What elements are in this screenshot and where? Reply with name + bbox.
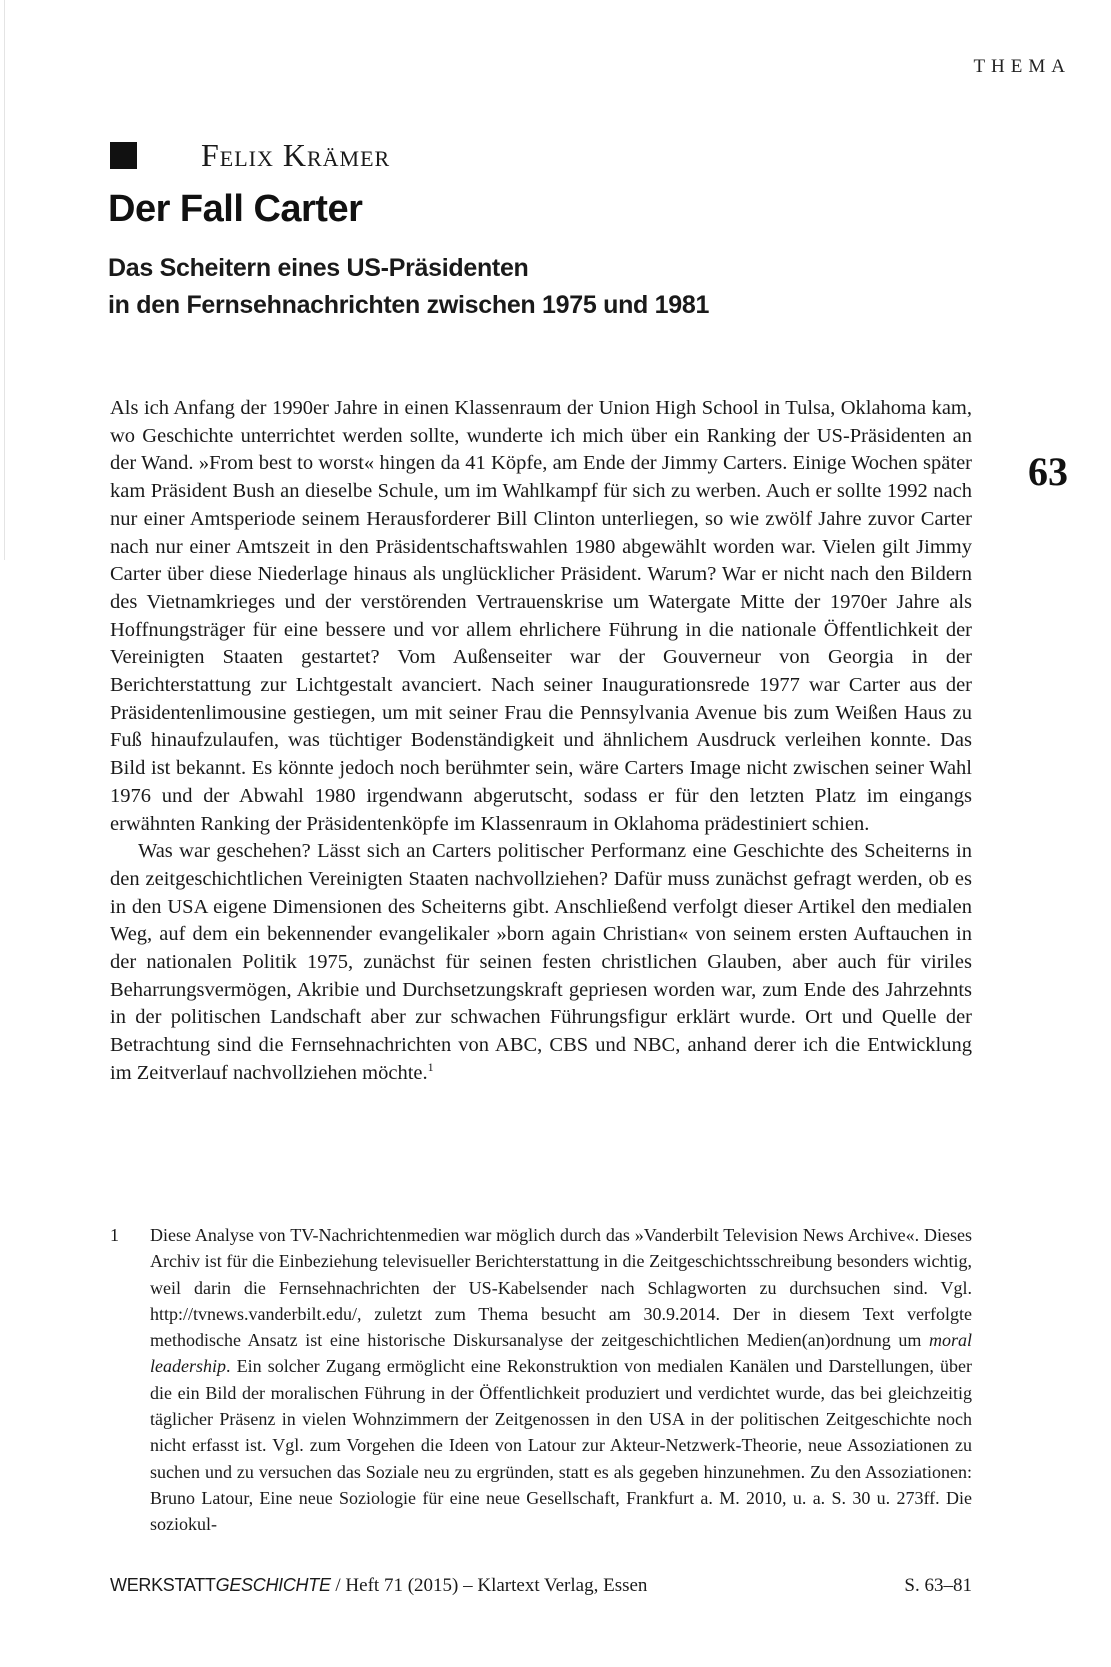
subtitle-line-1: Das Scheitern eines US-Präsidenten <box>108 254 529 282</box>
journal-citation <box>110 1575 647 1597</box>
paragraph <box>110 838 972 1087</box>
page-footer <box>110 1575 972 1597</box>
article-title: Der Fall Carter <box>108 188 363 230</box>
journal-name-part1: WERKSTATT <box>110 1575 216 1595</box>
footnote-italic-term: moral leadership <box>150 1330 972 1377</box>
section-label: THEMA <box>973 56 1071 77</box>
footnote-text-part: Diese Analyse von TV-Nachrichtenmedien war möglich durch das »Vanderbilt Television News Archive«. Dieses Archiv ist für die Einbeziehung televisueller Berichterstattung in die Zeitgeschichtsschreibung besonders wichtig, weil darin die Fernsehnachrichten der US-Kabelsender nach Schlagworten zu durchsuchen sind. Vgl. http://tvnews.vanderbilt.edu/, zuletzt zum Thema besucht am 30.9.2014. Der in diesem Text verfolgte methodische Ansatz ist eine historische Diskursanalyse der zeitgeschichtlichen Medien(an)ordnung um <box>150 1225 972 1351</box>
paragraph: Als ich Anfang der 1990er Jahre in einen Klassenraum der Union High School in Tulsa, Oklahoma kam, wo Geschichte unterrichtet werden sollte, wunderte ich mich über ein Ranking der US-Präsidenten an der Wand. »From best to worst« hingen da 41 Köpfe, am Ende der Jimmy Carters. Einige Wochen später kam Präsident Bush an dieselbe Schule, um im Wahlkampf für sich zu werben. Auch er sollte 1992 nach nur einer Amtsperiode seinem Herausforderer Bill Clinton unterliegen, so wie zwölf Jahre zuvor Carter nach nur einer Amtszeit in den Präsidentschaftswahlen 1980 abgewählt worden war. Vielen gilt Jimmy Carter über diese Niederlage hinaus als unglücklicher Präsident. Warum? War er nicht nach den Bildern des Vietnamkrieges und der verstörenden Vertrauenskrise um Watergate Mitte der 1970er Jahre als Hoffnungsträger für eine bessere und vor allem ehrlichere Führung in die nationale Öffentlichkeit der Vereinigten Staaten gestartet? Vom Außenseiter war der Gouverneur von Georgia in der Berichterstattung zur Lichtgestalt avanciert. Nach seiner Inaugurationsrede 1977 war Carter aus der Präsidentenlimousine gestiegen, um mit seiner Frau die Pennsylvania Avenue bis zum Weißen Haus zu Fuß hinaufzulaufen, was tüchtiger Bodenständigkeit und ähnlichem Ausdruck verleihen konnte. Das Bild ist bekannt. Es könnte jedoch noch berühmter sein, wäre Carters Image nicht zwischen seiner Wahl 1976 und der Abwahl 1980 irgendwann abgerutscht, sodass er für den letzten Platz im eingangs erwähnten Ranking der Präsidentenköpfe im Klassenraum in Oklahoma prädestiniert schien. <box>110 397 972 835</box>
footnote-reference[interactable]: 1 <box>427 1060 434 1075</box>
journal-name-part2: GESCHICHTE <box>215 1575 331 1595</box>
footnote-text <box>150 1222 972 1538</box>
footnote-text-part: . Ein solcher Zugang ermöglicht eine Rekonstruktion von medialen Kanälen und Darstellungen, über die ein Bild der moralischen Führung in der Öffentlichkeit produziert und verdichtet wurde, das bei gleichzeitig täglicher Präsenz in vielen Wohnzimmern der Zeitgenossen in den USA in der politischen Zeitgeschichte noch nicht erfasst ist. Vgl. zum Vorgehen die Ideen von Latour zur Akteur-Netzwerk-Theorie, neue Assoziationen zu suchen und zu versuchen das Soziale neu zu ergründen, statt es als gegeben hinzunehmen. Zu den Assoziationen: Bruno Latour, Eine neue Soziologie für eine neue Gesellschaft, Frankfurt a. M. 2010, u. a. S. 30 u. 273ff. Die soziokul- <box>150 1356 972 1535</box>
footnotes <box>110 1222 972 1538</box>
article-body <box>110 395 972 1088</box>
subtitle-line-2: in den Fernsehnachrichten zwischen 1975 und 1981 <box>108 291 710 319</box>
paragraph-text: Was war geschehen? Lässt sich an Carters politischer Performanz eine Geschichte des Scheiterns in den zeitgeschichtlichen Vereinigten Staaten nachvollziehen? Dafür muss zunächst gefragt werden, ob es in den USA eigene Dimensionen des Scheiterns gibt. Anschließend verfolgt dieser Artikel den medialen Weg, auf dem ein bekennender evangelikaler »born again Christian« von seinem ersten Auftauchen in der nationalen Politik 1975, zunächst für seinen festen christlichen Glauben, aber auch für viriles Beharrungsvermögen, Akribie und Durchsetzungskraft gepriesen worden war, zum Ende des Jahrzehnts in der politischen Landschaft aber zur schwachen Führungsfigur erklärt wurde. Ort und Quelle der Betrachtung sind die Fernsehnachrichten von ABC, CBS und NBC, anhand derer ich die Entwicklung im Zeitverlauf nachvollziehen möchte. <box>110 840 972 1084</box>
footnote <box>110 1222 972 1538</box>
footnote-number: 1 <box>110 1225 119 1245</box>
square-bullet-icon <box>110 142 137 169</box>
page-range: S. 63–81 <box>904 1575 972 1596</box>
journal-issue: / Heft 71 (2015) – Klartext Verlag, Essen <box>330 1575 648 1596</box>
article-subtitle <box>108 250 709 324</box>
author-row <box>110 136 391 173</box>
author-name: Felix Krämer <box>201 136 391 173</box>
page-number: 63 <box>1028 449 1068 494</box>
page-edge-line <box>4 0 5 560</box>
